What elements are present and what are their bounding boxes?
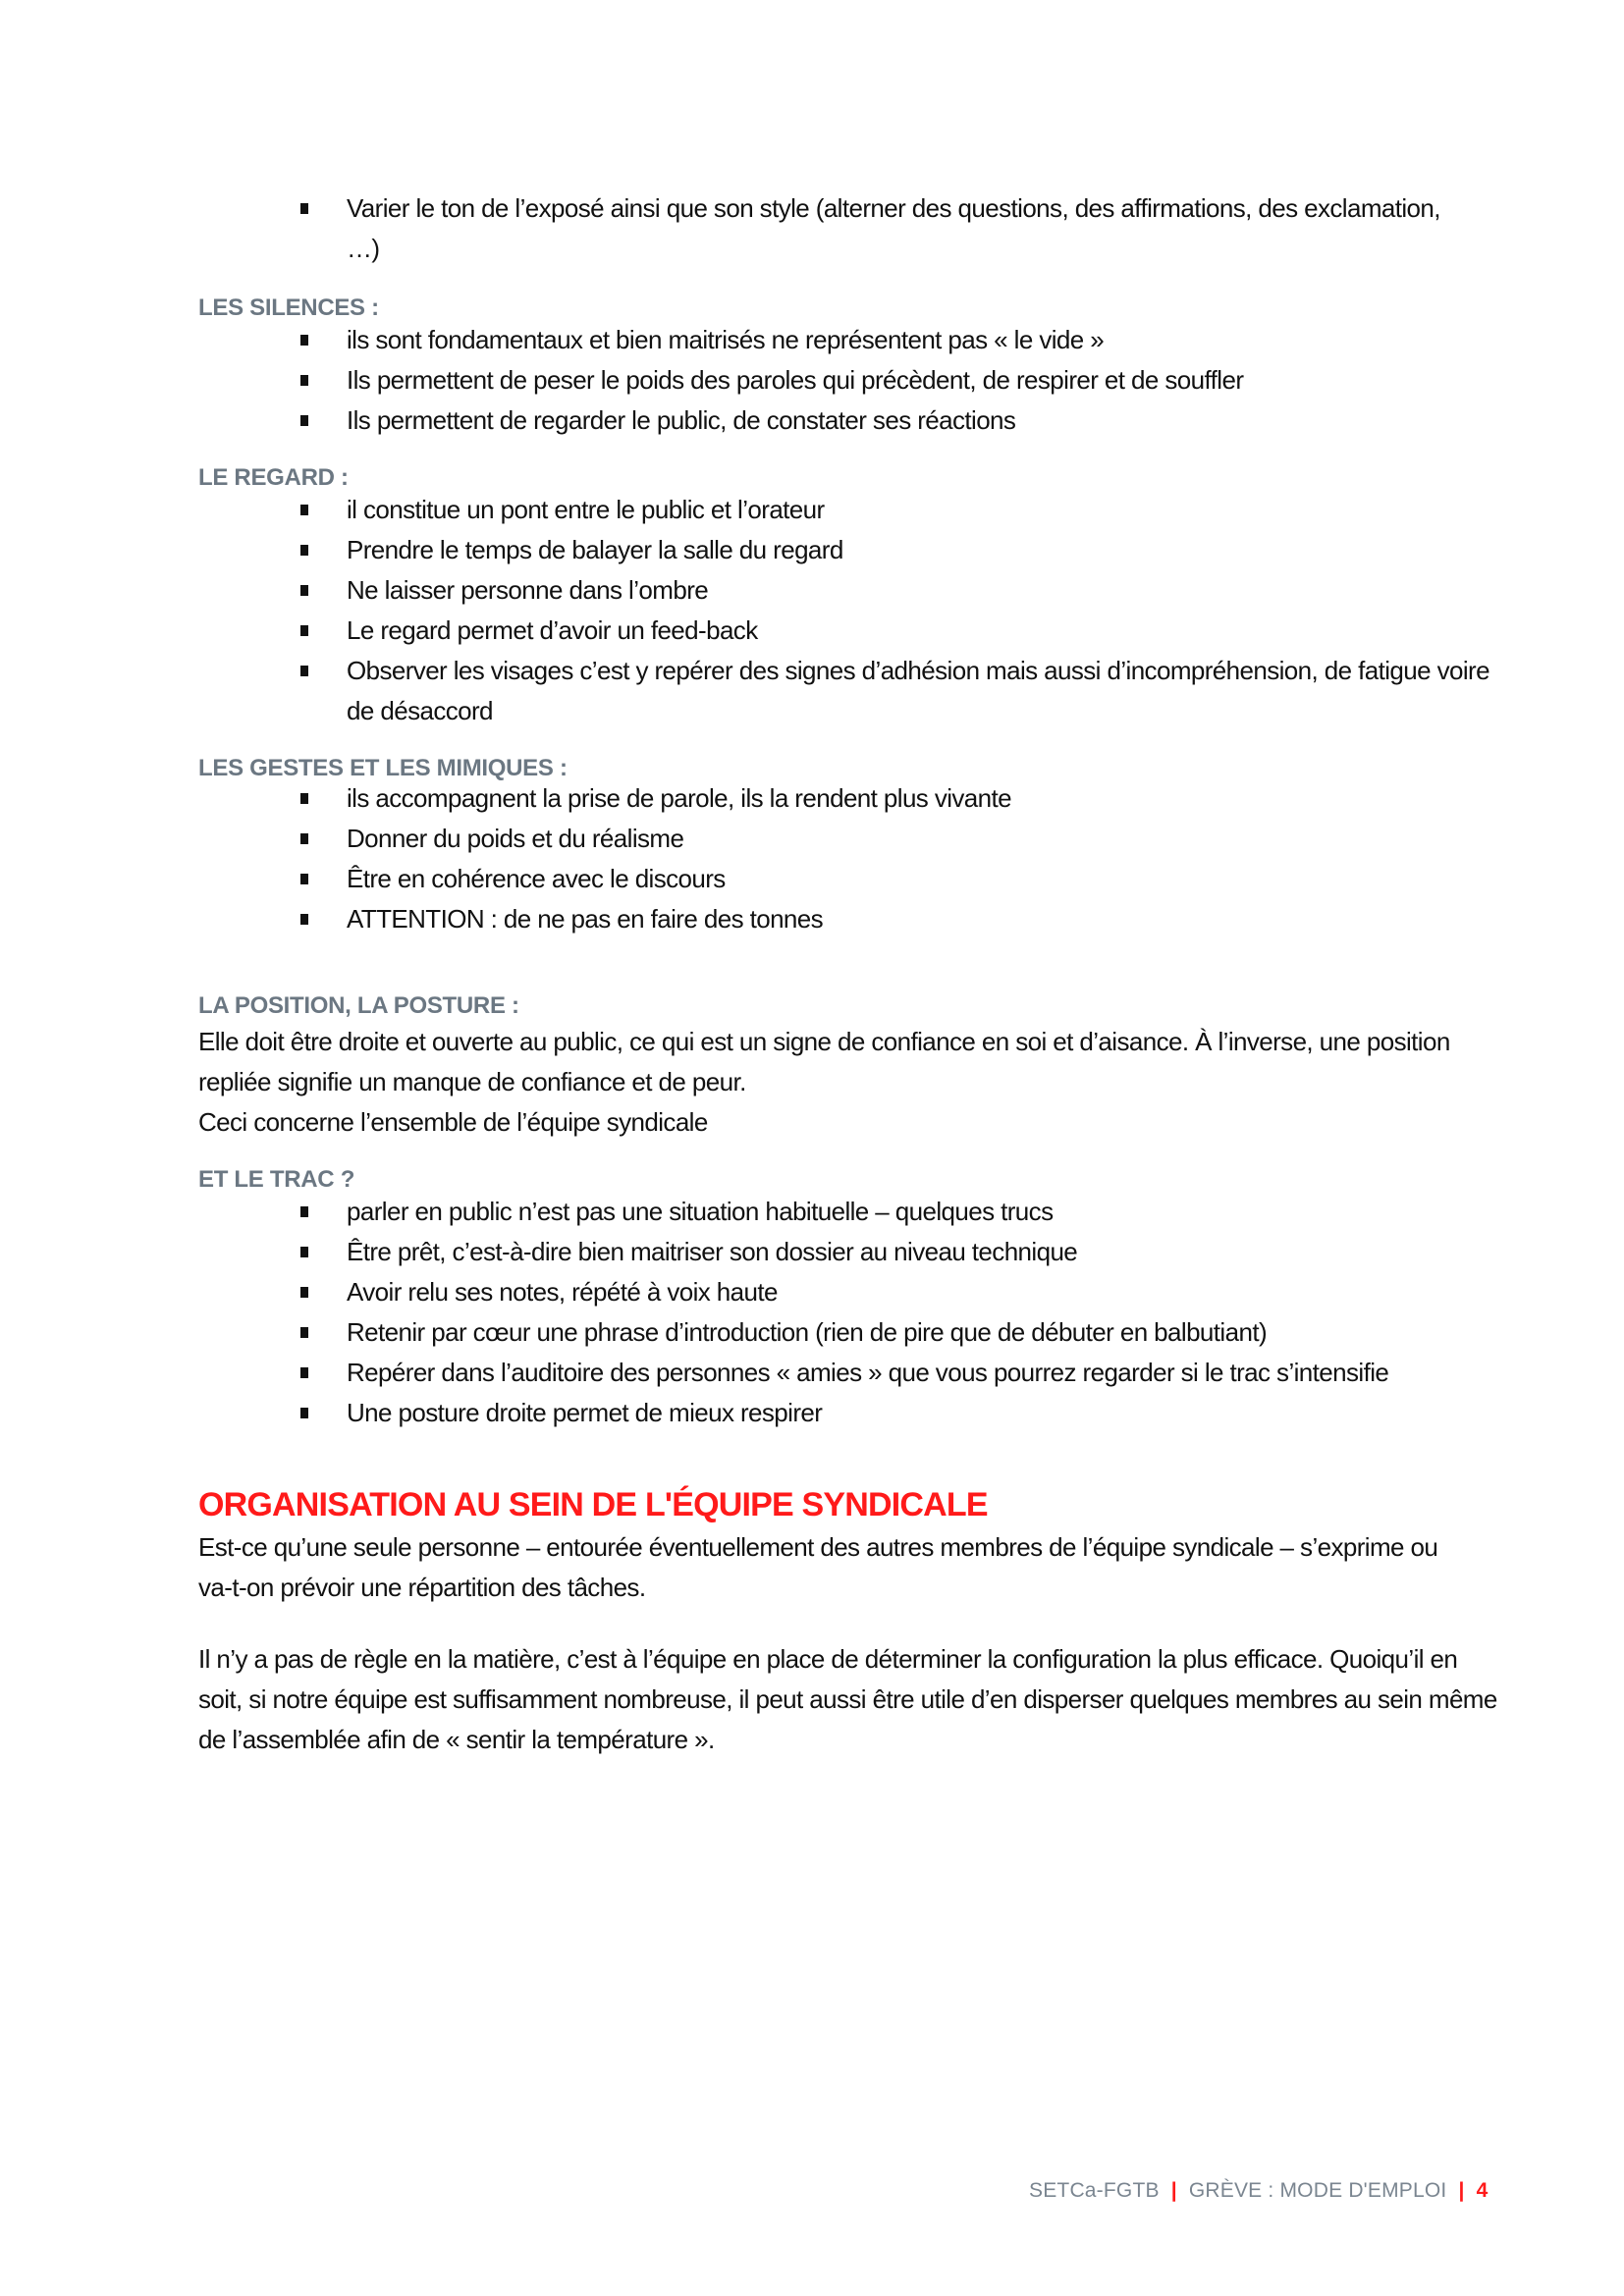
square-bullet-icon	[300, 666, 308, 676]
list-item	[198, 1272, 1494, 1312]
organisation-paragraph-1: Est-ce qu’une seule personne – entourée éventuellement des autres membres de l’équipe syndicale – s’exprime ou va-t-on prévoir une répartition des tâches.	[198, 1532, 1438, 1602]
list-item-text: Le regard permet d’avoir un feed-back	[347, 615, 758, 645]
square-bullet-icon	[300, 1287, 308, 1298]
list-item-text: il constitue un pont entre le public et l’orateur	[347, 495, 825, 524]
square-bullet-icon	[300, 505, 308, 515]
list-item-text: ils accompagnent la prise de parole, ils la rendent plus vivante	[347, 783, 1012, 813]
position-note: Ceci concerne l’ensemble de l’équipe syndicale	[198, 1107, 708, 1137]
list-item	[198, 188, 1494, 269]
list-item-text: Retenir par cœur une phrase d’introduction (rien de pire que de débuter en balbutiant)	[347, 1317, 1267, 1347]
list-item	[198, 360, 1494, 400]
list-item	[198, 320, 1494, 360]
list-item	[198, 530, 1494, 570]
square-bullet-icon	[300, 914, 308, 925]
list-item	[198, 1232, 1494, 1272]
list-item	[198, 1192, 1494, 1232]
list-item	[198, 778, 1494, 819]
square-bullet-icon	[300, 1206, 308, 1217]
position-paragraph: Elle doit être droite et ouverte au public, ce qui est un signe de confiance en soi et d’aisance. À l’inverse, une position repliée signifie un manque de confiance et de peur.	[198, 1027, 1450, 1096]
page-footer	[1029, 2177, 1489, 2205]
list-item-text: Varier le ton de l’exposé ainsi que son style (alterner des questions, des affirmations, des exclamation, …)	[347, 193, 1440, 263]
list-item-text: Prendre le temps de balayer la salle du regard	[347, 535, 843, 564]
square-bullet-icon	[300, 1408, 308, 1418]
silences-bullet-list	[198, 320, 1494, 441]
square-bullet-icon	[300, 203, 308, 214]
gestes-bullet-list	[198, 778, 1494, 939]
subheading-trac: ET LE TRAC ?	[198, 1166, 355, 1193]
list-item	[198, 570, 1494, 611]
subheading-gestes: LES GESTES ET LES MIMIQUES :	[198, 755, 568, 781]
list-item-text: Être en cohérence avec le discours	[347, 864, 726, 893]
list-item	[198, 819, 1494, 859]
list-item-text: Ils permettent de peser le poids des paroles qui précèdent, de respirer et de souffler	[347, 365, 1244, 395]
footer-organization: SETCa-FGTB	[1029, 2179, 1160, 2202]
list-item	[198, 899, 1494, 939]
subheading-silences: LES SILENCES :	[198, 294, 379, 321]
list-item-text: Être prêt, c’est-à-dire bien maitriser son dossier au niveau technique	[347, 1237, 1078, 1266]
square-bullet-icon	[300, 1367, 308, 1378]
footer-document-title: GRÈVE : MODE D'EMPLOI	[1188, 2179, 1447, 2202]
trac-bullet-list	[198, 1192, 1494, 1433]
list-item-text: parler en public n’est pas une situation habituelle – quelques trucs	[347, 1197, 1054, 1226]
footer-separator: |	[1170, 2179, 1177, 2202]
regard-bullet-list	[198, 490, 1494, 731]
square-bullet-icon	[300, 545, 308, 556]
page-content	[198, 193, 1497, 1760]
list-item	[198, 651, 1494, 731]
square-bullet-icon	[300, 833, 308, 844]
organisation-paragraph-2: Il n’y a pas de règle en la matière, c’est à l’équipe en place de déterminer la configuration la plus efficace. Quoiqu’il en soit, si notre équipe est suffisamment nombreuse, il peut aussi être utile d’en disperser quelques membres au sein même de l’assemblée afin de « sentir la température ».	[198, 1644, 1497, 1754]
square-bullet-icon	[300, 585, 308, 596]
square-bullet-icon	[300, 375, 308, 386]
subheading-regard: LE REGARD :	[198, 464, 349, 491]
list-item-text: Ne laisser personne dans l’ombre	[347, 575, 709, 605]
list-item-text: ils sont fondamentaux et bien maitrisés ne représentent pas « le vide »	[347, 325, 1105, 354]
list-item-text: Une posture droite permet de mieux respirer	[347, 1398, 823, 1427]
list-item	[198, 859, 1494, 899]
list-item	[198, 611, 1494, 651]
list-item	[198, 1312, 1494, 1353]
list-item	[198, 1393, 1494, 1433]
section-title-organisation: ORGANISATION AU SEIN DE L'ÉQUIPE SYNDICALE	[198, 1486, 988, 1523]
list-item	[198, 1353, 1494, 1393]
footer-separator: |	[1458, 2179, 1465, 2202]
square-bullet-icon	[300, 1327, 308, 1338]
list-item-text: Ils permettent de regarder le public, de constater ses réactions	[347, 405, 1016, 435]
list-item-text: Donner du poids et du réalisme	[347, 824, 684, 853]
page-number: 4	[1476, 2179, 1489, 2202]
square-bullet-icon	[300, 415, 308, 426]
square-bullet-icon	[300, 335, 308, 346]
subheading-position: LA POSITION, LA POSTURE :	[198, 992, 519, 1019]
list-item-text: Observer les visages c’est y repérer des signes d’adhésion mais aussi d’incompréhension, de fatigue voire de désaccord	[347, 656, 1489, 725]
list-item	[198, 400, 1494, 441]
square-bullet-icon	[300, 874, 308, 884]
square-bullet-icon	[300, 625, 308, 636]
square-bullet-icon	[300, 1247, 308, 1257]
list-item-text: ATTENTION : de ne pas en faire des tonnes	[347, 904, 824, 934]
intro-bullet-list	[198, 188, 1494, 269]
list-item	[198, 490, 1494, 530]
list-item-text: Avoir relu ses notes, répété à voix haute	[347, 1277, 778, 1307]
list-item-text: Repérer dans l’auditoire des personnes « amies » que vous pourrez regarder si le trac s’intensifie	[347, 1358, 1389, 1387]
square-bullet-icon	[300, 793, 308, 804]
